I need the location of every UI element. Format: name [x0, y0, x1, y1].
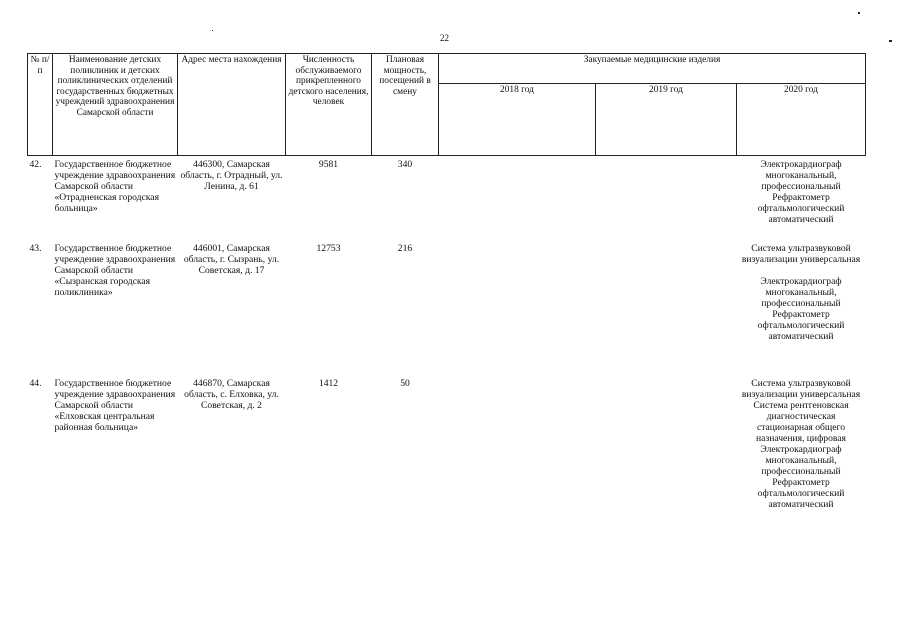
row-number: 44. [29, 378, 42, 389]
planned-capacity: 340 [397, 159, 413, 170]
devices-2020 [737, 378, 866, 510]
planned-capacity: 50 [400, 378, 410, 389]
device-item: Электрокардиограф многоканальный, профессиональный [760, 276, 842, 309]
institution-name: Государственное бюджетное учреждение здравоохранения Самарской области «Сызранская городская поликлиника» [54, 243, 176, 298]
scan-speck [889, 40, 892, 42]
device-item: Электрокардиограф многоканальный, профессиональный [760, 159, 842, 192]
devices-2018 [439, 243, 596, 378]
devices-2019 [596, 243, 737, 378]
planned-capacity: 216 [397, 243, 413, 254]
institution-address: 446870, Самарская область, с. Елховка, ул. Советская, д. 2 [184, 378, 279, 411]
table-row [28, 378, 866, 510]
devices-2020 [737, 156, 866, 244]
device-item: Система рентгеновская диагностическая стационарная общего назначения, цифровая [753, 400, 849, 444]
institution-name: Государственное бюджетное учреждение здравоохранения Самарской области «Отрадненская городская больница» [54, 159, 176, 214]
device-item: Рефрактометр офтальмологический автоматический [757, 309, 845, 342]
procurement-table [27, 53, 866, 510]
header-2018: 2018 год [439, 84, 596, 156]
row-number: 43. [29, 243, 42, 254]
table-header-row [28, 54, 866, 84]
header-2019: 2019 год [596, 84, 737, 156]
header-2020: 2020 год [737, 84, 866, 156]
device-item: Система ультразвуковой визуализации универсальная [741, 243, 861, 265]
child-population: 12753 [316, 243, 341, 254]
page-number: 22 [440, 33, 449, 43]
row-number: 42. [29, 159, 42, 170]
devices-2018 [439, 156, 596, 244]
institution-name: Государственное бюджетное учреждение здравоохранения Самарской области «Елховская центральная районная больница» [54, 378, 176, 433]
scan-speck [212, 30, 213, 31]
child-population: 9581 [318, 159, 339, 170]
scan-speck [858, 12, 860, 14]
spacer [739, 265, 864, 276]
device-item: Рефрактометр офтальмологический автоматический [757, 477, 845, 510]
device-item: Электрокардиограф многоканальный, профессиональный [760, 444, 842, 477]
devices-2019 [596, 378, 737, 510]
header-num: № п/п [28, 54, 53, 156]
institution-address: 446001, Самарская область, г. Сызрань, ул. Советская, д. 17 [183, 243, 280, 276]
table-row [28, 243, 866, 378]
device-item: Система ультразвуковой визуализации универсальная [741, 378, 861, 400]
devices-2020 [737, 243, 866, 378]
table-row [28, 156, 866, 244]
devices-2018 [439, 378, 596, 510]
header-capacity: Плановая мощность, посещений в смену [372, 54, 439, 156]
institution-address: 446300, Самарская область, г. Отрадный, ул. Ленина, д. 61 [180, 159, 283, 192]
header-address: Адрес места нахождения [178, 54, 286, 156]
child-population: 1412 [318, 378, 339, 389]
device-item: Рефрактометр офтальмологический автоматический [757, 192, 845, 225]
header-population: Численность обслуживаемого прикрепленного детского населения, человек [286, 54, 372, 156]
header-name: Наименование детских поликлиник и детских поликлинических отделений государственных бюджетных учреждений здравоохранения Самарской области [53, 54, 178, 156]
devices-2019 [596, 156, 737, 244]
header-devices: Закупаемые медицинские изделия [439, 54, 866, 84]
